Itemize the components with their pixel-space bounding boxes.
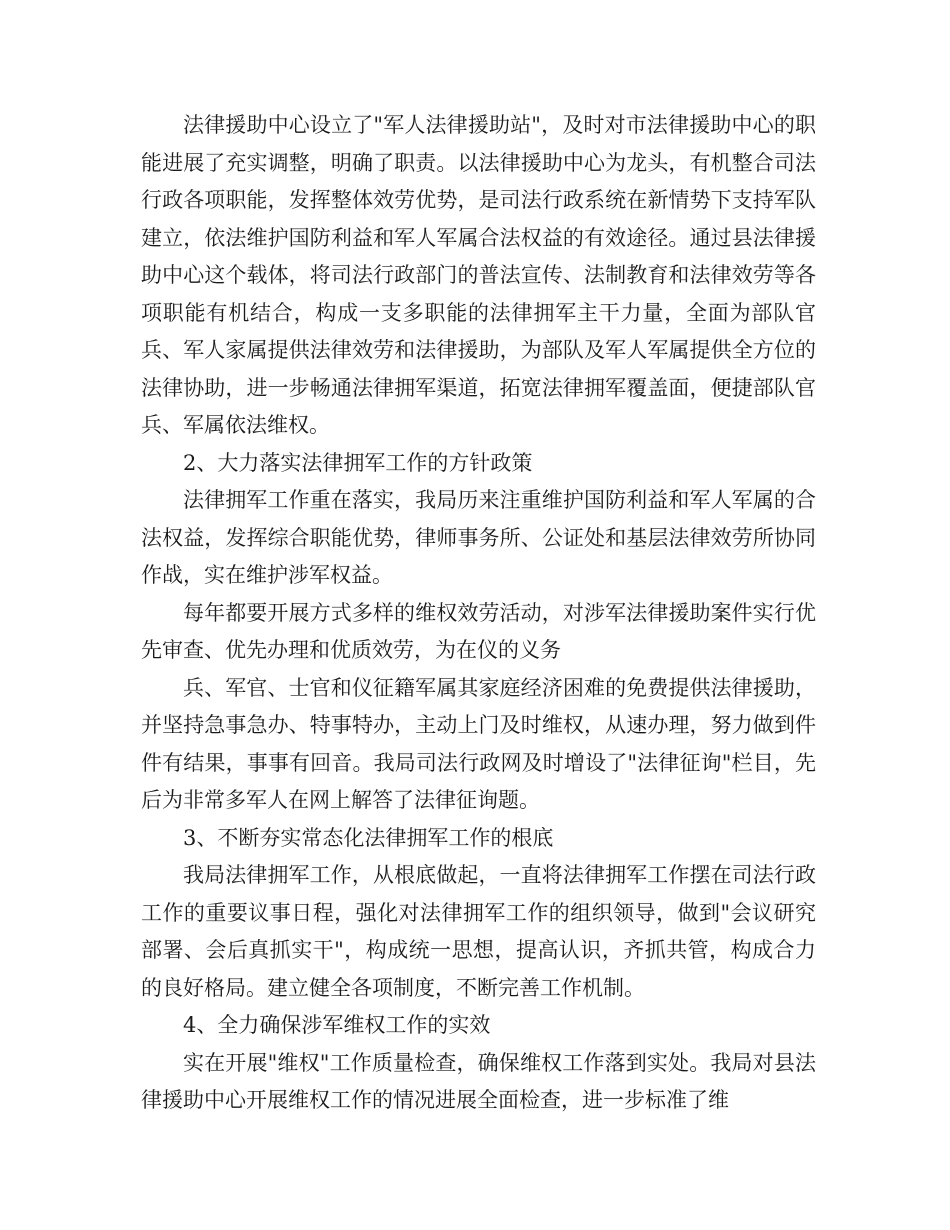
section-heading-3: 3、不断夯实常态化法律拥军工作的根底 xyxy=(183,825,554,850)
document-body xyxy=(141,107,816,1120)
paragraph-legal-aid-station: 法律援助中心设立了"军人法律援助站"，及时对市法律援助中心的职能进展了充实调整，明确了职责。以法律援助中心为龙头，有机整合司法行政各项职能，发挥整体效劳优势，是司法行政系统在新情势下支持军队建立，依法维护国防利益和军人军属合法权益的有效途径。通过县法律援助中心这个载体，将司法行政部门的普法宣传、法制教育和法律效劳等各项职能有机结合，构成一支多职能的法律拥军主干力量，全面为部队官兵、军人家属提供法律效劳和法律援助，为部队及军人军属提供全方位的法律协助，进一步畅通法律拥军渠道，拓宽法律拥军覆盖面，便捷部队官兵、军属依法维权。 xyxy=(141,113,816,437)
paragraph-foundation-work: 我局法律拥军工作，从根底做起，一直将法律拥军工作摆在司法行政工作的重要议事日程，强化对法律拥军工作的组织领导，做到"会议研究部署、会后真抓实干"，构成统一思想，提高认识，齐抓共管，构成合力的良好格局。建立健全各项制度，不断完善工作机制。 xyxy=(141,863,816,1000)
paragraph-free-legal-aid: 兵、军官、士官和仪征籍军属其家庭经济困难的免费提供法律援助，并坚持急事急办、特事特办，主动上门及时维权，从速办理，努力做到件件有结果，事事有回音。我局司法行政网及时增设了"法律征询"栏目，先后为非常多军人在网上解答了法律征询题。 xyxy=(141,675,816,812)
paragraph-quality-check: 实在开展"维权"工作质量检查，确保维权工作落到实处。我局对县法律援助中心开展维权工作的情况进展全面检查，进一步标准了维 xyxy=(141,1050,816,1112)
paragraph-implementation: 法律拥军工作重在落实，我局历来注重维护国防利益和军人军属的合法权益，发挥综合职能优势，律师事务所、公证处和基层法律效劳所协同作战，实在维护涉军权益。 xyxy=(141,488,816,587)
paragraph-annual-activities: 每年都要开展方式多样的维权效劳活动，对涉军法律援助案件实行优先审查、优先办理和优质效劳，为在仪的义务 xyxy=(141,600,816,662)
section-heading-2: 2、大力落实法律拥军工作的方针政策 xyxy=(183,450,533,475)
section-heading-4: 4、全力确保涉军维权工作的实效 xyxy=(183,1013,491,1037)
